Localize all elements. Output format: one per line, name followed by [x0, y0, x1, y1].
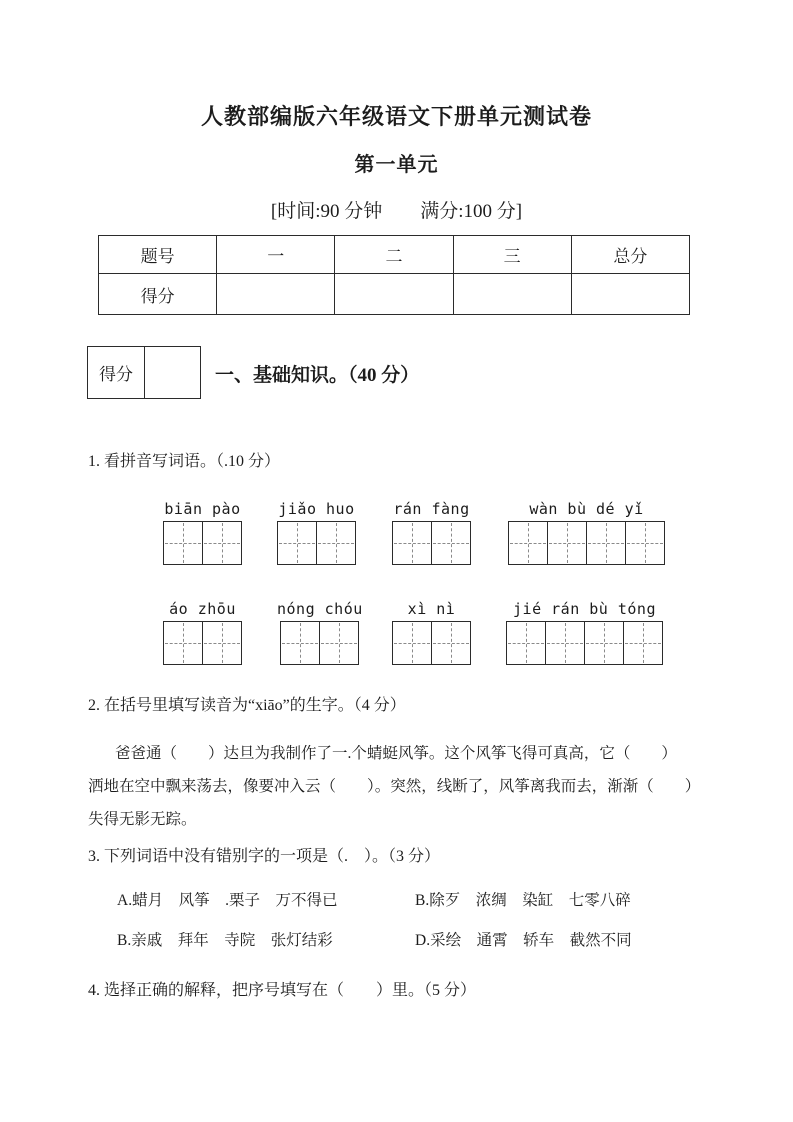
- question-4-text: 4. 选择正确的解释，把序号填写在（ ）里。（5 分）: [88, 982, 477, 999]
- grid-cell: [431, 622, 470, 664]
- score-box-label: 得分: [99, 365, 133, 384]
- pinyin-group: [277, 501, 356, 565]
- pinyin-label: nóng chóu: [277, 600, 363, 618]
- grid-cell: [316, 522, 355, 564]
- score-table-score-cell: [453, 274, 571, 315]
- writing-grid: [163, 521, 242, 565]
- writing-grid: [163, 621, 242, 665]
- q3-option-d: D.采绘 通霄 轿车 截然不同: [415, 932, 632, 949]
- grid-cell: [431, 522, 470, 564]
- q3-option-c: B.亲戚 拜年 寺院 张灯结彩: [117, 932, 333, 949]
- score-table-score-cell: [571, 274, 689, 315]
- exam-meta: [时间:90 分钟 满分:100 分]: [270, 201, 523, 222]
- writing-grid: [277, 521, 356, 565]
- score-box-value: [144, 347, 200, 398]
- pinyin-label: jié rán bù tóng: [513, 600, 656, 618]
- passage-line: 洒地在空中飘来荡去，像要冲入云（ ）。突然，线断了，风筝离我而去，渐渐（ ）: [88, 778, 701, 795]
- grid-cell: [393, 522, 431, 564]
- passage-line: 爸爸通（ ）达旦为我制作了一.个蜻蜓风筝。这个风筝飞得可真高，它（ ）: [115, 745, 677, 762]
- writing-grid: [392, 521, 471, 565]
- grid-cell: [625, 522, 664, 564]
- score-box: [87, 346, 201, 399]
- pinyin-label: áo zhōu: [169, 600, 236, 618]
- pinyin-label: rán fàng: [393, 500, 470, 518]
- question-2-text: 2. 在括号里填写读音为“xiāo”的生字。（4 分）: [88, 697, 406, 714]
- grid-cell: [281, 622, 319, 664]
- grid-cell: [202, 622, 241, 664]
- pinyin-label: xì nì: [407, 600, 456, 618]
- grid-cell: [545, 622, 584, 664]
- grid-cell: [507, 622, 545, 664]
- q3-option-a: A.蜡月 风筝 .栗子 万不得已: [117, 892, 338, 909]
- question-3-text: 3. 下列词语中没有错别字的一项是（. ）。（3 分）: [88, 848, 441, 865]
- pinyin-group: [508, 501, 665, 565]
- pinyin-group: [277, 601, 363, 665]
- score-table-header-cell: 题号: [99, 236, 217, 274]
- grid-cell: [319, 622, 358, 664]
- score-table-score-cell: [217, 274, 335, 315]
- unit-title: 第一单元: [354, 154, 439, 176]
- writing-grid: [392, 621, 471, 665]
- section-1-title: 一、基础知识。（40 分）: [215, 365, 420, 386]
- pinyin-label: jiǎo huo: [278, 500, 355, 518]
- grid-cell: [623, 622, 662, 664]
- grid-cell: [393, 622, 431, 664]
- grid-cell: [164, 522, 202, 564]
- grid-cell: [547, 522, 586, 564]
- paper-title: 人教部编版六年级语文下册单元测试卷: [200, 104, 592, 129]
- grid-cell: [586, 522, 625, 564]
- grid-cell: [584, 622, 623, 664]
- score-table-row-label: 得分: [99, 274, 217, 315]
- pinyin-label: biān pào: [164, 500, 241, 518]
- grid-cell: [202, 522, 241, 564]
- passage-line: 失得无影无踪。: [88, 811, 197, 828]
- pinyin-label: wàn bù dé yǐ: [529, 500, 644, 518]
- writing-grid: [508, 521, 665, 565]
- pinyin-group: [392, 501, 471, 565]
- score-table-score-cell: [335, 274, 453, 315]
- score-table-header-cell: 总分: [571, 236, 689, 274]
- score-table-value-row: [99, 274, 690, 315]
- question-1-text: 1. 看拼音写词语。（.10 分）: [88, 453, 281, 470]
- writing-grid: [506, 621, 663, 665]
- score-table-header-cell: 三: [453, 236, 571, 274]
- pinyin-group: [506, 601, 663, 665]
- pinyin-group: [163, 501, 242, 565]
- score-summary-table: [98, 235, 690, 315]
- pinyin-group: [392, 601, 471, 665]
- grid-cell: [278, 522, 316, 564]
- grid-cell: [509, 522, 547, 564]
- score-table-header-row: [99, 236, 690, 274]
- q3-option-b: B.除歹 浓绸 染缸 七零八碎: [415, 892, 631, 909]
- score-table-header-cell: 一: [217, 236, 335, 274]
- writing-grid: [280, 621, 359, 665]
- score-table-header-cell: 二: [335, 236, 453, 274]
- grid-cell: [164, 622, 202, 664]
- pinyin-group: [163, 601, 242, 665]
